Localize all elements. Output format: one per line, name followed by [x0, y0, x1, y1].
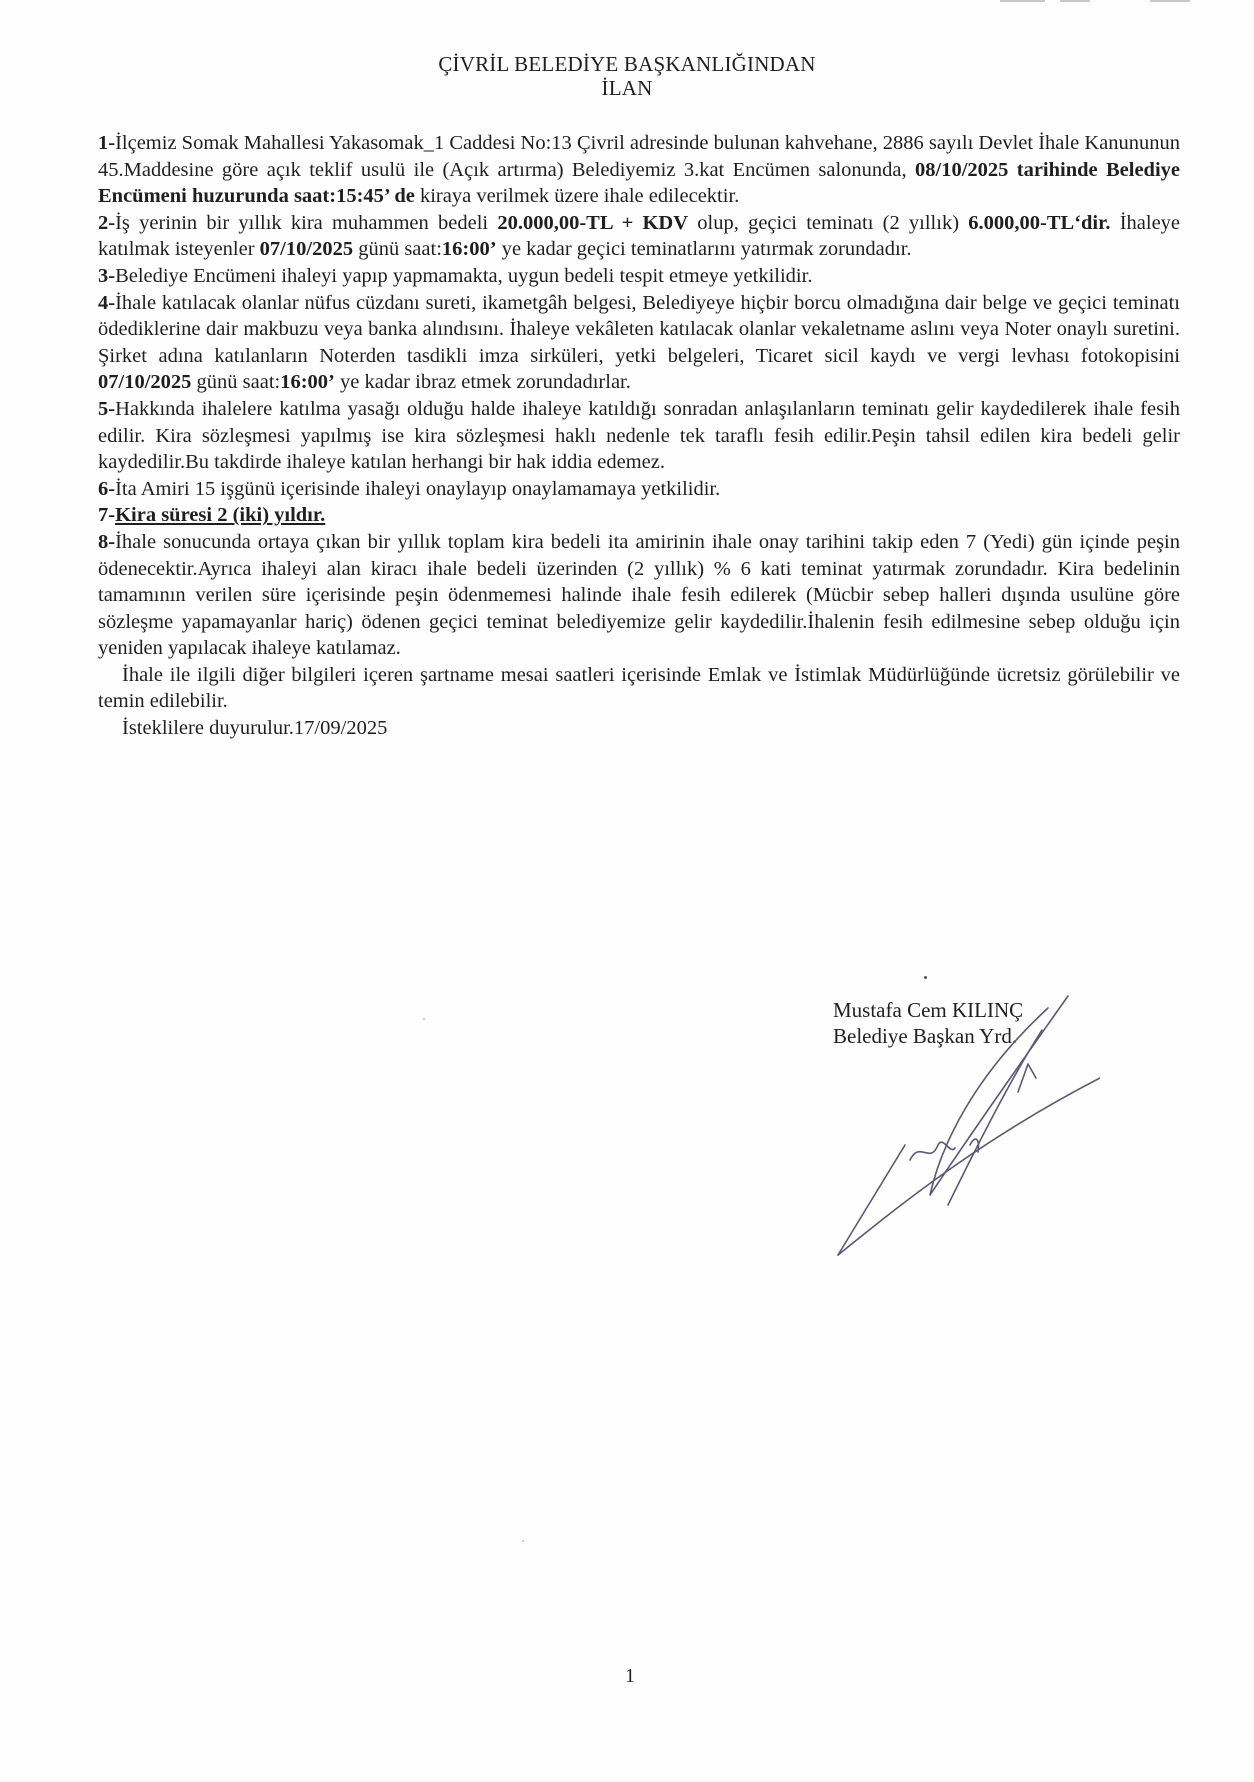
scan-artifact: [1060, 0, 1090, 2]
item-5: 5-Hakkında ihalelere katılma yasağı olduğu halde ihaleye katıldığı sonradan anlaşılanların teminatı gelir kaydedilerek ihale fesih edilir. Kira sözleşmesi yapılmış ise kira sözleşmesi haklı nedenle tek taraflı fesih edilir.Peşin tahsil edilen kira bedeli gelir kaydedilir.Bu takdirde ihaleye katılan herhangi bir hak iddia edemez.: [98, 397, 1180, 474]
item-number: 3-: [98, 264, 116, 287]
scan-artifact: [1000, 0, 1045, 2]
scan-speck: [423, 1018, 425, 1020]
item-3: 3-Belediye Encümeni ihaleyi yapıp yapmamakta, uygun bedeli tespit etmeye yetkilidir.: [98, 264, 813, 287]
handwritten-signature-icon: [780, 960, 1100, 1280]
closing-info: İhale ile ilgili diğer bilgileri içeren şartname mesai saatleri içerisinde Emlak ve İstimlak Müdürlüğünde ücretsiz görülebilir ve temin edilebilir.: [98, 663, 1180, 713]
notice-title: İLAN: [601, 76, 653, 100]
scan-speck: [522, 1540, 524, 1542]
issuer-heading: ÇİVRİL BELEDİYE BAŞKANLIĞINDAN: [438, 52, 816, 76]
item-number: 1-: [98, 132, 116, 154]
item-number: 6-: [98, 477, 116, 500]
item-7: 7-Kira süresi 2 (iki) yıldır.: [98, 504, 326, 527]
item-number: 8-: [98, 530, 116, 553]
closing-announcement: İsteklilere duyurulur.17/09/2025: [122, 717, 388, 740]
item-6: 6-İta Amiri 15 işgünü içerisinde ihaleyi onaylayıp onaylamamaya yetkilidir.: [98, 477, 721, 500]
item-number: 7-: [98, 504, 116, 527]
notice-body: [98, 130, 1180, 742]
item-4: 4-İhale katılacak olanlar nüfus cüzdanı sureti, ikametgâh belgesi, Belediyeye hiçbir borcu olmadığına dair belge ve geçici teminatı ödediklerine dair makbuzu veya banka alındısını. İhaleye vekâleten katılacak olanlar vekaletname aslını veya Noter onaylı suretini. Şirket adına katılanların Noterden tasdikli imza sirküleri, yetki belgeleri, Ticaret sicil kaydı ve vergi levhası fotokopisini 07/10/2025 günü saat:16:00’ ye kadar ibraz etmek zorundadırlar.: [98, 291, 1180, 394]
item-2: 2-İş yerinin bir yıllık kira muhammen bedeli 20.000,00-TL + KDV olup, geçici teminatı (2 yıllık) 6.000,00-TL‘dir. İhaleye katılmak isteyenler 07/10/2025 günü saat:16:00’ ye kadar geçici teminatlarını yatırmak zorundadır.: [98, 211, 1181, 261]
item-number: 4-: [98, 291, 116, 314]
item-8: 8-İhale sonucunda ortaya çıkan bir yıllık toplam kira bedeli ita amirinin ihale onay tarihini takip eden 7 (Yedi) gün içinde peşin ödenecektir.Ayrıca ihaleyi alan kiracı ihale bedeli üzerinden (2 yıllık) % 6 kati teminat yatırmak zorundadır. Kira bedelinin tamamının verilen süre içerisinde peşin ödenmemesi halinde ihale fesih edilerek (Mücbir sebep halleri dışında usulüne göre sözleşme yapamayanlar hariç) ödenen geçici teminat belediyemize gelir kaydedilir.İhalenin fesih edilmesine sebep olduğu için yeniden yapılacak ihaleye katılamaz.: [98, 530, 1180, 660]
signatory-title: Belediye Başkan Yrd.: [833, 1024, 1018, 1048]
item-1: 1-İlçemiz Somak Mahallesi Yakasomak_1 Caddesi No:13 Çivril adresinde bulunan kahvehane, 2886 sayılı Devlet İhale Kanununun 45.Maddesine göre açık teklif usulü ile (Açık artırma) Belediyemiz 3.kat Encümen salonunda, 08/10/2025 tarihinde Belediye Encümeni huzurunda saat:15:45’ de kiraya verilmek üzere ihale edilecektir.: [98, 132, 1180, 208]
scan-artifact: [1150, 0, 1190, 2]
item-number: 2-: [98, 211, 116, 234]
item-number: 5-: [98, 397, 116, 420]
signatory-name: Mustafa Cem KILINÇ: [833, 998, 1024, 1022]
page-number: 1: [625, 1665, 635, 1687]
